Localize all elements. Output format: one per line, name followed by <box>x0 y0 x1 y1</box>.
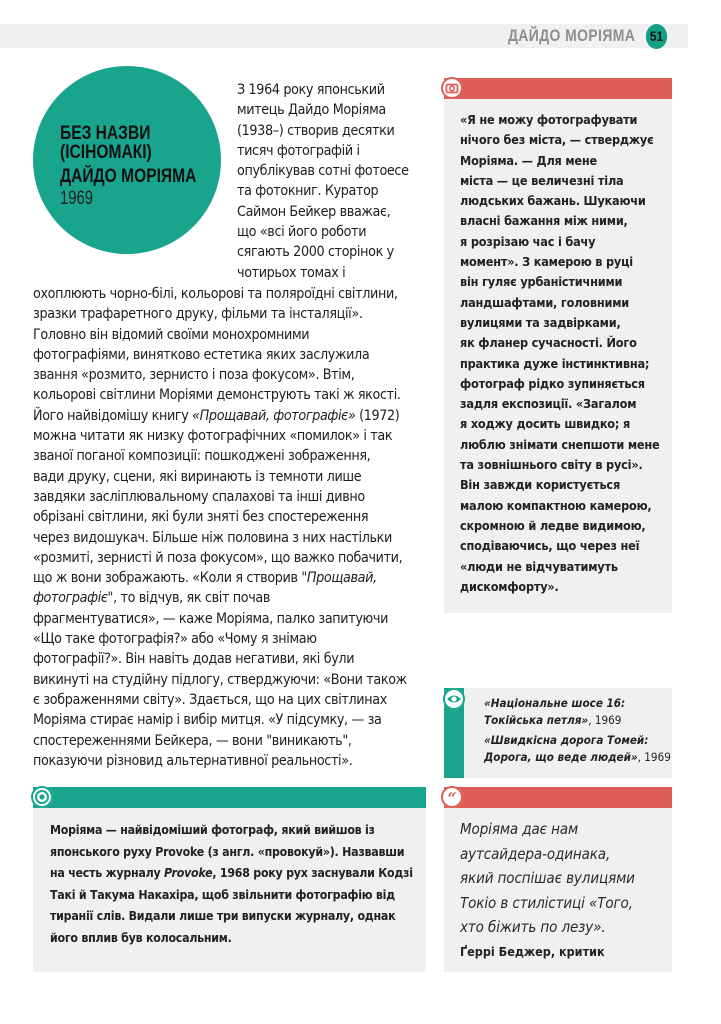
artwork-title-line2: (ІСІНОМАКІ) <box>60 142 152 163</box>
text-line: та фотокниг. Куратор <box>237 183 379 200</box>
text-run: , 1968 року рух заснували Кодзі <box>212 866 413 880</box>
text-line: що «всі його роботи <box>237 224 367 241</box>
text-line: (1938–) створив десятки <box>237 122 395 139</box>
see-also-title: Токійська петля» <box>484 713 589 727</box>
text-line: Такі й Такума Накахіра, щоб звільнити фотографію від <box>50 887 395 902</box>
text-line: показуючи різновид альтернативної реальності». <box>33 752 353 769</box>
artwork-caption <box>60 124 210 210</box>
text-line: аутсайдера-одинака, <box>460 844 611 863</box>
text-line: через видошукач. Більше ніж половина з них настільки <box>33 529 392 546</box>
text-line: охоплюють чорно-білі, кольорові та поляроїдні світлини, <box>33 286 398 302</box>
text-line: міста — це величезні тіла <box>460 172 624 188</box>
see-also-year: , 1969 <box>637 750 671 764</box>
text-line: який поспішає вулицями <box>460 869 635 887</box>
text-line: спостереженнями Бейкера, — вони "виникають", <box>33 732 352 749</box>
text-line: та зовнішнього світу в русі». <box>460 457 643 473</box>
text-line: Моріяма дає нам <box>460 820 579 838</box>
text-line: я ходжу досить швидко; я <box>460 416 631 432</box>
text-line: фотографіями, винятково естетика яких заслужила <box>33 346 370 363</box>
text-line: «люди не відчуватимуть <box>460 558 618 574</box>
text-line: опублікував сотні фотоесе <box>237 163 409 180</box>
text-line: «розмиті, зернисті й поза фокусом», що важко побачити, <box>33 549 403 566</box>
see-also-item <box>484 732 674 766</box>
text-line: З 1964 року японський <box>237 82 385 98</box>
critic-quote-header-bar <box>444 787 672 808</box>
main-paragraph <box>33 284 433 771</box>
text-line: завдяки засліплювальному спалахові та інші дивно <box>33 488 365 505</box>
text-line: він гуляє урбаністичними <box>460 274 623 290</box>
focus-box-text <box>50 820 430 949</box>
text-line: можна читати як низку фотографічних «помилок» і так <box>33 428 393 445</box>
see-also-title-line2 <box>484 712 674 729</box>
text-line: Він завжди користується <box>460 477 621 493</box>
sidebar-quote-text <box>460 110 670 597</box>
text-line: обрізані світлини, які були зняті без спостереження <box>33 509 369 526</box>
text-line: є зображеннями світу». Здається, що на цих світлинах <box>33 691 387 708</box>
see-also-item <box>484 695 674 729</box>
text-run: Його найвідомішу книгу <box>33 407 193 424</box>
text-run: (1972) <box>355 407 400 424</box>
critic-attribution: Ґеррі Беджер, критик <box>460 944 605 959</box>
italic-title: фотографіє" <box>33 590 114 607</box>
running-header-bar <box>0 24 488 48</box>
text-line <box>33 406 433 426</box>
text-line: люблю знімати снепшоти мене <box>460 436 660 452</box>
svg-text:“: “ <box>447 789 457 808</box>
see-also-title-line1: «Швидкісна дорога Томей: <box>484 733 649 747</box>
text-line: Токіо в стилістиці «Того, <box>460 893 633 912</box>
text-line: людських бажань. Шукаючи <box>460 193 646 209</box>
text-line <box>33 568 433 588</box>
see-also-year: , 1969 <box>588 713 622 727</box>
text-line: японського руху Provoke (з англ. «провокуй»). Назвавши <box>50 844 405 859</box>
text-line: Моріяма. — Для мене <box>460 152 598 168</box>
text-line: ландшафтами, головними <box>460 294 630 310</box>
text-line: Саймон Бейкер вважає, <box>237 203 391 220</box>
text-line: практика дуже інстинктивна; <box>460 355 650 371</box>
italic-title: "Прощавай, <box>301 570 377 587</box>
text-line: дискомфорту». <box>460 578 559 594</box>
text-run: , то відчув, як світ почав <box>113 590 271 607</box>
artwork-artist: ДАЙДО МОРІЯМА <box>60 166 197 187</box>
text-line: я розрізаю час і бачу <box>460 233 596 249</box>
text-line: званої поганої композиції: пошкоджені зображення, <box>33 448 371 465</box>
text-line: нічого без міста, — стверджує <box>460 132 654 148</box>
camera-icon <box>441 77 463 99</box>
text-line: викинуті на студійну підлогу, стверджуючи: «Вони також <box>33 671 407 688</box>
italic-title: «Прощавай, фотографіє» <box>192 407 356 424</box>
text-line: Моріяма — найвідоміший фотограф, який вийшов із <box>50 823 375 837</box>
text-line: Моріяма стирає намір і вибір митця. «У підсумку, — за <box>33 712 382 729</box>
text-line: звання «розмито, зернисто і поза фокусом». Втім, <box>33 367 355 384</box>
running-title: ДАЙДО МОРІЯМА <box>507 26 635 45</box>
page-number: 51 <box>646 24 667 49</box>
critic-quote-text <box>460 817 670 940</box>
text-line: вади друку, сцени, які виринають із темноти лише <box>33 468 362 485</box>
text-line: його вплив був колосальним. <box>50 930 232 945</box>
artwork-year: 1969 <box>60 188 93 209</box>
text-line: власні бажання між ними, <box>460 213 628 229</box>
text-line: тисяч фотографій і <box>237 142 360 159</box>
text-line: малою компактною камерою, <box>460 497 652 513</box>
text-line: момент». З камерою в руці <box>460 254 633 270</box>
text-run: на честь журналу <box>50 866 165 880</box>
target-icon <box>31 786 53 808</box>
text-line <box>33 588 433 608</box>
eye-icon <box>443 688 465 710</box>
text-line: хто біжить по лезу». <box>460 918 606 936</box>
quote-icon <box>441 786 463 808</box>
text-line: задля експозиції. «Загалом <box>460 396 637 412</box>
sidebar-quote-header-bar <box>444 78 672 99</box>
text-line: фрагментуватися», — каже Моріяма, палко запитуючи <box>33 610 389 627</box>
text-line: Головно він відомий своїми монохромними <box>33 326 310 343</box>
text-line: фотографії?». Він навіть додав негативи, які були <box>33 651 355 668</box>
text-line: «Що таке фотографія?» або «Чому я знімаю <box>33 631 317 648</box>
see-also-list <box>484 695 674 769</box>
focus-box-header-bar <box>33 787 426 808</box>
text-line: фотограф рідко зупиняється <box>460 375 645 391</box>
text-line: зразки трафаретного друку, фільми та інсталяції». <box>33 306 363 323</box>
text-line: вулицями та задвірками, <box>460 314 621 330</box>
text-line: чотирьох томах і <box>237 264 346 281</box>
see-also-title-line2 <box>484 749 674 766</box>
text-line: тиранії слів. Видали лише три випуски журналу, однак <box>50 909 396 923</box>
text-line: сподіваючись, що через неї <box>460 538 640 554</box>
artwork-title-line1: БЕЗ НАЗВИ <box>60 123 151 144</box>
text-line: «Я не можу фотографувати <box>460 112 638 127</box>
text-line: митець Дайдо Моріяма <box>237 102 386 119</box>
text-line: сягають 2000 сторінок у <box>237 244 394 261</box>
italic-title: Provoke <box>164 866 213 880</box>
text-line: кольорові світлини Моріями демонструють такі ж якості. <box>33 387 401 404</box>
text-line: як фланер сучасності. Його <box>460 335 637 351</box>
intro-paragraph <box>237 80 427 283</box>
text-line: скромною й ледве видимою, <box>460 517 646 533</box>
text-line <box>50 863 430 885</box>
see-also-title: Дорога, що веде людей» <box>484 750 638 764</box>
see-also-title-line1: «Національне шосе 16: <box>484 696 626 710</box>
text-run: що ж вони зображають. «Коли я створив <box>33 570 302 587</box>
